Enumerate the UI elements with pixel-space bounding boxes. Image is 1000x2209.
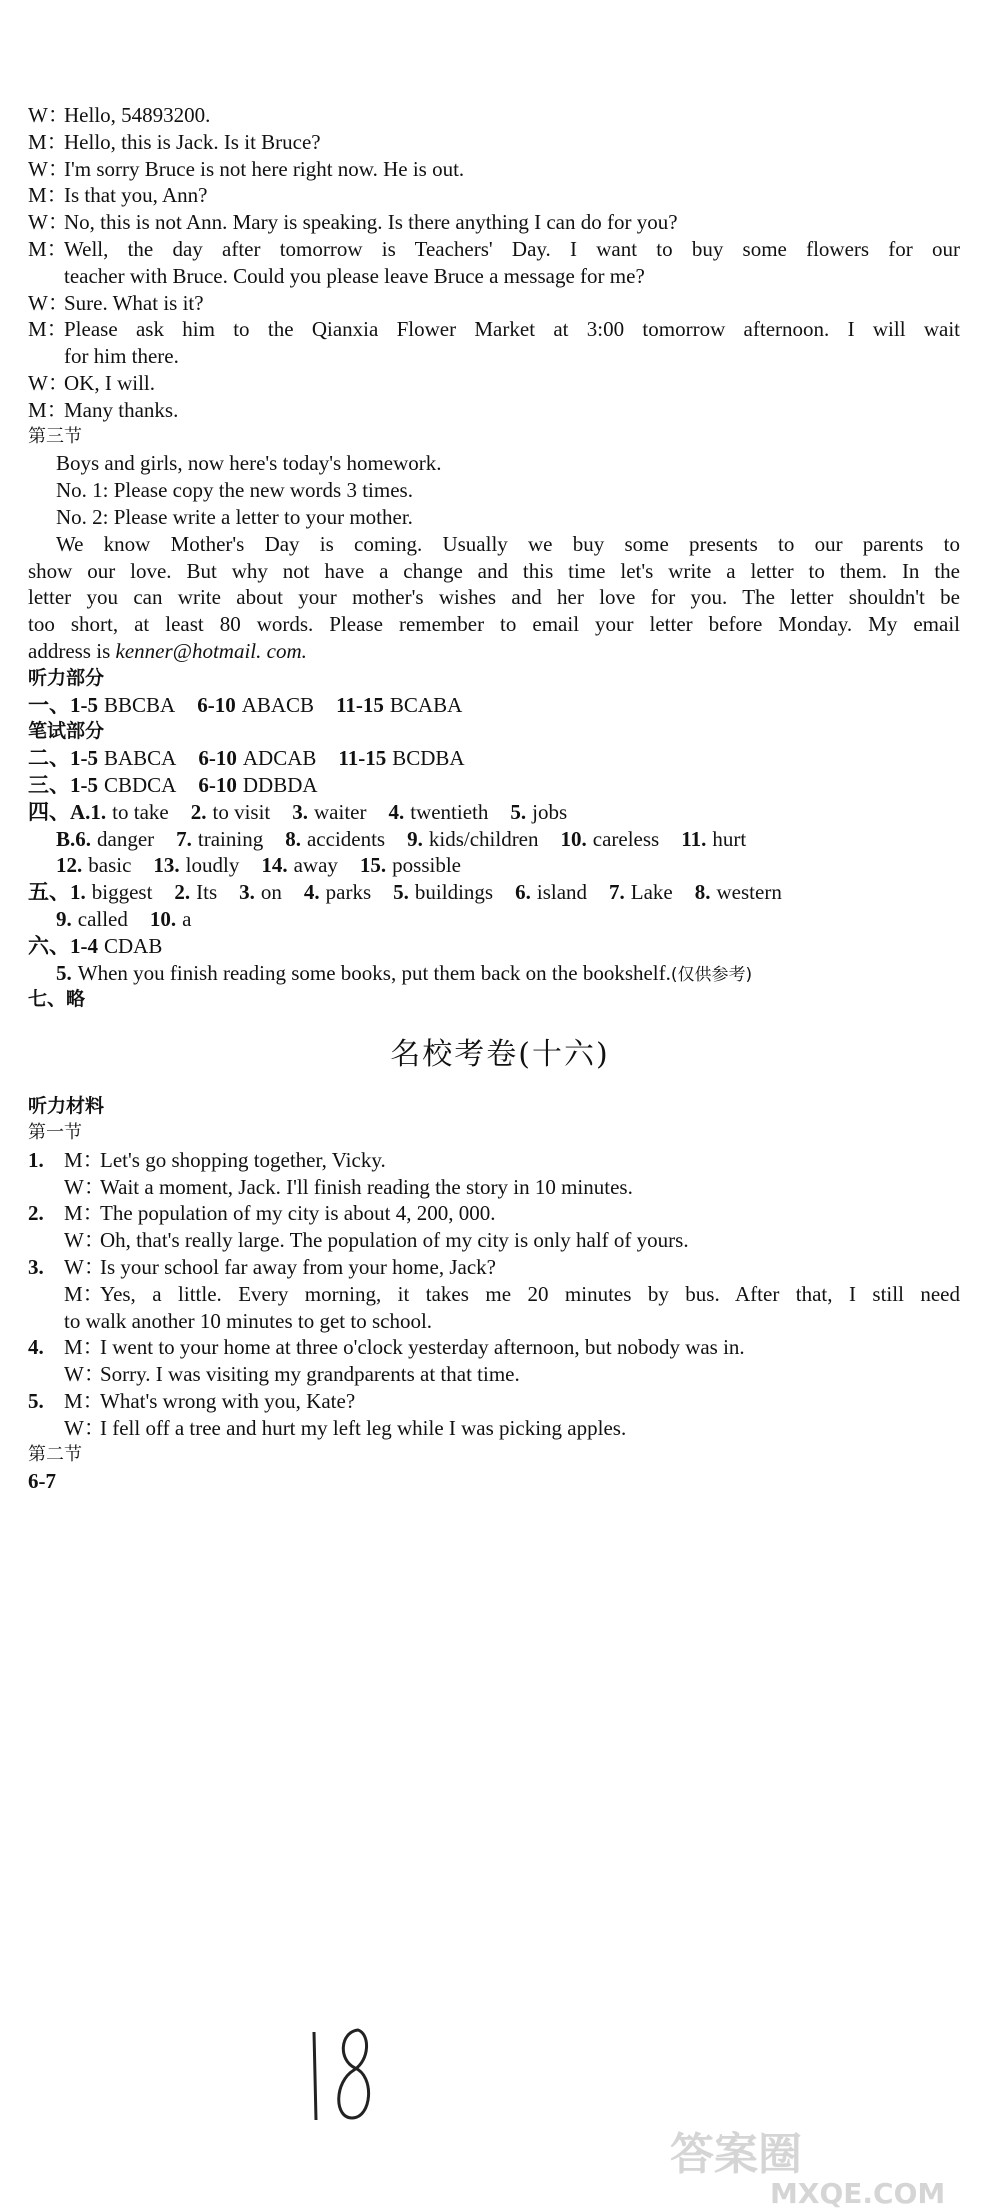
answer-number: 12. — [56, 853, 83, 878]
item-number: 4. — [28, 1335, 44, 1360]
answer-number: 1-5 — [70, 746, 98, 771]
answer-value: a — [182, 907, 192, 931]
dialogue-text: for him there. — [64, 344, 179, 369]
dialogue-line — [28, 288, 960, 318]
dialogue-line — [28, 1359, 960, 1389]
answer-number: 4. — [303, 880, 320, 905]
dialogue-text: OK, I will. — [64, 371, 155, 395]
speaker-label: M： — [64, 1281, 104, 1306]
answer-value: hurt — [712, 826, 747, 851]
speaker-label: W： — [28, 103, 69, 127]
paragraph-line: too short, at least 80 words. Please remember to email your letter before Monday. My email — [28, 612, 960, 637]
answer-line — [28, 877, 960, 907]
answer-value: western — [716, 880, 782, 905]
paragraph-text: address is — [28, 639, 116, 663]
dialogue-text: Hello, 54893200. — [64, 103, 211, 127]
answer-number: 6. — [515, 880, 531, 905]
answer-number: 7. — [609, 880, 625, 905]
item-number: 5. — [28, 1389, 44, 1413]
answer-value: BBCBA — [104, 692, 176, 717]
answer-prefix: 一、 — [28, 692, 70, 717]
dialogue-text: to walk another 10 minutes to get to school. — [64, 1308, 433, 1333]
speaker-label: M： — [64, 1147, 104, 1172]
item-number: 2. — [28, 1201, 44, 1226]
answer-number: 7. — [176, 826, 192, 851]
answer-number: 3. — [239, 880, 255, 905]
speaker-label: M： — [28, 129, 68, 154]
answer-value: buildings — [414, 880, 494, 905]
answer-number: 9. — [56, 907, 72, 931]
answer-number: 2. — [190, 799, 207, 824]
dialogue-line — [28, 1386, 960, 1416]
dialogue-text: Well, the day after tomorrow is Teachers' Day. I want to buy some flowers for our — [64, 237, 960, 261]
answer-value: ABACB — [241, 692, 315, 717]
answer-number: 6-10 — [198, 746, 237, 771]
answer-number: 4. — [388, 799, 405, 824]
answer-number: 10. — [560, 826, 587, 851]
speaker-label: W： — [28, 210, 69, 235]
dialogue-line — [28, 1198, 960, 1228]
answer-value: jobs — [532, 799, 568, 824]
item-number: 1. — [28, 1147, 44, 1172]
paragraph-line: letter you can write about your mother's wishes and her love for you. The letter shouldn't be — [28, 585, 960, 610]
answer-prefix: 六、 — [28, 933, 70, 958]
page-number: 6-7 — [28, 1469, 56, 1494]
answer-prefix: 二、 — [28, 746, 70, 771]
dialogue-line — [28, 207, 960, 237]
dialogue-line — [28, 341, 960, 371]
dialogue-text: The population of my city is about 4, 200, 000. — [100, 1201, 496, 1226]
answer-number: 14. — [261, 853, 288, 878]
answer-number: 5. — [56, 960, 72, 985]
dialogue-line — [28, 1306, 960, 1336]
dialogue-text: Is that you, Ann? — [64, 183, 208, 208]
speaker-label: W： — [28, 371, 69, 395]
answer-number: 1. — [70, 880, 86, 905]
answer-line — [56, 904, 960, 934]
dialogue-text: I'm sorry Bruce is not here right now. He is out. — [64, 156, 465, 181]
dialogue-line — [28, 1225, 960, 1255]
answer-value: Its — [196, 880, 218, 905]
answer-line — [28, 770, 960, 800]
answer-number: 9. — [407, 826, 423, 851]
answer-number: 5. — [510, 799, 527, 824]
dialogue-line — [28, 368, 960, 398]
answer-number: 1-5 — [70, 773, 98, 797]
section-label: 第二节 — [28, 1443, 82, 1465]
answer-value: BCDBA — [392, 746, 465, 771]
section-label: 第三节 — [28, 425, 82, 447]
listening-heading: 听力部分 — [28, 666, 105, 689]
dialogue-text: Hello, this is Jack. Is it Bruce? — [64, 129, 321, 154]
answer-number: 6-10 — [197, 692, 236, 717]
speaker-label: M： — [28, 317, 68, 342]
answer-prefix: 五、 — [28, 880, 70, 905]
answer-value: kids/children — [428, 826, 539, 851]
paragraph-line: We know Mother's Day is coming. Usually we buy some presents to our parents to — [56, 531, 960, 556]
answer-line — [28, 931, 960, 961]
answer-value: Lake — [630, 880, 673, 905]
answer-value: twentieth — [410, 799, 489, 824]
answer-value: to visit — [212, 799, 271, 824]
paragraph-line — [28, 636, 960, 666]
homework-line: No. 2: Please write a letter to your mother. — [56, 505, 413, 529]
answer-sentence: When you finish reading some books, put them back on the bookshelf. — [77, 960, 671, 985]
dialogue-text: Is your school far away from your home, Jack? — [100, 1255, 496, 1279]
paragraph-line: show our love. But why not have a change and this time let's write a letter to them. In the — [28, 558, 960, 583]
answer-number: 6. — [75, 826, 92, 851]
dialogue-line — [28, 1172, 960, 1202]
answer-number: 6-10 — [198, 773, 237, 797]
answer-value: BABCA — [104, 746, 177, 771]
answer-value: parks — [325, 880, 372, 905]
answer-value: accidents — [306, 826, 386, 851]
answer-number: 3. — [292, 799, 308, 824]
answer-number: 11-15 — [338, 746, 387, 771]
handwritten-mark — [300, 2020, 380, 2130]
answer-line — [56, 824, 960, 854]
answer-value: danger — [97, 826, 155, 851]
answer-number: 5. — [393, 880, 409, 905]
dialogue-text: Sure. What is it? — [64, 290, 204, 315]
answer-value: waiter — [314, 799, 367, 824]
dialogue-text: No, this is not Ann. Mary is speaking. Is there anything I can do for you? — [64, 210, 678, 235]
dialogue-line — [28, 1413, 960, 1443]
answer-value: called — [77, 907, 128, 931]
answer-prefix: B. — [56, 826, 76, 851]
dialogue-text: Oh, that's really large. The population of my city is only half of yours. — [100, 1228, 689, 1253]
speaker-label: W： — [64, 1255, 105, 1279]
homework-line: Boys and girls, now here's today's homework. — [56, 451, 442, 476]
answer-number: 15. — [359, 853, 387, 878]
dialogue-line — [28, 234, 960, 264]
speaker-label: M： — [64, 1201, 104, 1226]
item-number: 3. — [28, 1255, 44, 1279]
answer-value: basic — [88, 853, 132, 878]
dialogue-line — [28, 1252, 960, 1282]
dialogue-line — [28, 314, 960, 344]
speaker-label: W： — [64, 1174, 105, 1199]
answer-value: biggest — [91, 880, 153, 905]
watermark-logo — [660, 2119, 990, 2209]
speaker-label: M： — [28, 237, 68, 261]
answer-number: 1-5 — [70, 692, 98, 717]
speaker-label: W： — [64, 1362, 105, 1387]
dialogue-text: Wait a moment, Jack. I'll finish reading the story in 10 minutes. — [100, 1174, 633, 1199]
answer-number: 13. — [153, 853, 180, 878]
answer-line — [56, 850, 960, 880]
watermark-url: MXQE.COM — [770, 2177, 946, 2209]
dialogue-line — [28, 180, 960, 210]
dialogue-line — [28, 1145, 960, 1175]
answer-value: training — [197, 826, 264, 851]
answer-value: BCABA — [389, 692, 463, 717]
answer-value: loudly — [185, 853, 240, 878]
speaker-label: W： — [64, 1228, 105, 1253]
answer-value: ADCAB — [242, 746, 317, 771]
dialogue-line — [28, 154, 960, 184]
answer-value: CDAB — [104, 933, 163, 958]
dialogue-text: I fell off a tree and hurt my left leg while I was picking apples. — [100, 1415, 627, 1440]
answer-value: to take — [112, 799, 169, 824]
answer-value: careless — [592, 826, 660, 851]
answer-number: 8. — [285, 826, 301, 851]
answer-number: 11. — [681, 826, 707, 851]
section-label: 第一节 — [28, 1122, 82, 1143]
email-address: kenner@hotmail. com. — [115, 639, 307, 663]
answer-value: CBDCA — [104, 773, 177, 797]
dialogue-line — [28, 1332, 960, 1362]
speaker-label: W： — [28, 290, 69, 315]
homework-line: No. 1: Please copy the new words 3 times. — [56, 478, 413, 503]
dialogue-text: Let's go shopping together, Vicky. — [100, 1147, 386, 1172]
answer-value: on — [260, 880, 282, 905]
speaker-label: W： — [28, 156, 69, 181]
speaker-label: W： — [64, 1415, 105, 1440]
dialogue-line — [28, 261, 960, 291]
dialogue-text: I went to your home at three o'clock yesterday afternoon, but nobody was in. — [100, 1335, 745, 1360]
dialogue-text: Sorry. I was visiting my grandparents at that time. — [100, 1362, 520, 1387]
answer-number: 1. — [90, 799, 107, 824]
answer-value: island — [536, 880, 588, 905]
speaker-label: M： — [28, 183, 68, 208]
dialogue-text: teacher with Bruce. Could you please leave Bruce a message for me? — [64, 263, 645, 288]
dialogue-text: Please ask him to the Qianxia Flower Market at 3:00 tomorrow afternoon. I will wait — [64, 317, 960, 342]
dialogue-text: What's wrong with you, Kate? — [100, 1389, 356, 1413]
answer-prefix: 四、A. — [28, 799, 91, 824]
answer-line — [28, 690, 960, 720]
speaker-label: M： — [28, 397, 68, 422]
paper-title: 名校考卷(十六) — [390, 1037, 610, 1073]
answer-number: 11-15 — [336, 692, 384, 717]
answer-value: DDBDA — [242, 773, 318, 797]
answer-number: 8. — [694, 880, 711, 905]
reference-note: (仅供参考) — [670, 964, 753, 985]
answer-line — [28, 797, 960, 827]
material-heading: 听力材料 — [28, 1095, 105, 1118]
answer-value: away — [293, 853, 338, 878]
answer-number: 1-4 — [70, 933, 98, 958]
section-seven: 七、略 — [28, 988, 86, 1011]
watermark-logo-text: 答案圈 — [670, 2129, 802, 2180]
dialogue-line — [28, 100, 960, 130]
answer-number: 10. — [149, 907, 177, 931]
dialogue-line — [28, 395, 960, 425]
dialogue-line — [28, 1279, 960, 1309]
dialogue-text: Many thanks. — [64, 397, 179, 422]
dialogue-line — [28, 127, 960, 157]
answer-number: 2. — [174, 880, 191, 905]
dialogue-text: Yes, a little. Every morning, it takes me 20 minutes by bus. After that, I still need — [100, 1281, 960, 1306]
speaker-label: M： — [64, 1335, 104, 1360]
answer-prefix: 三、 — [28, 773, 70, 797]
answer-value: possible — [392, 853, 461, 878]
written-heading: 笔试部分 — [28, 720, 105, 743]
speaker-label: M： — [64, 1389, 104, 1413]
answer-line — [28, 743, 960, 773]
